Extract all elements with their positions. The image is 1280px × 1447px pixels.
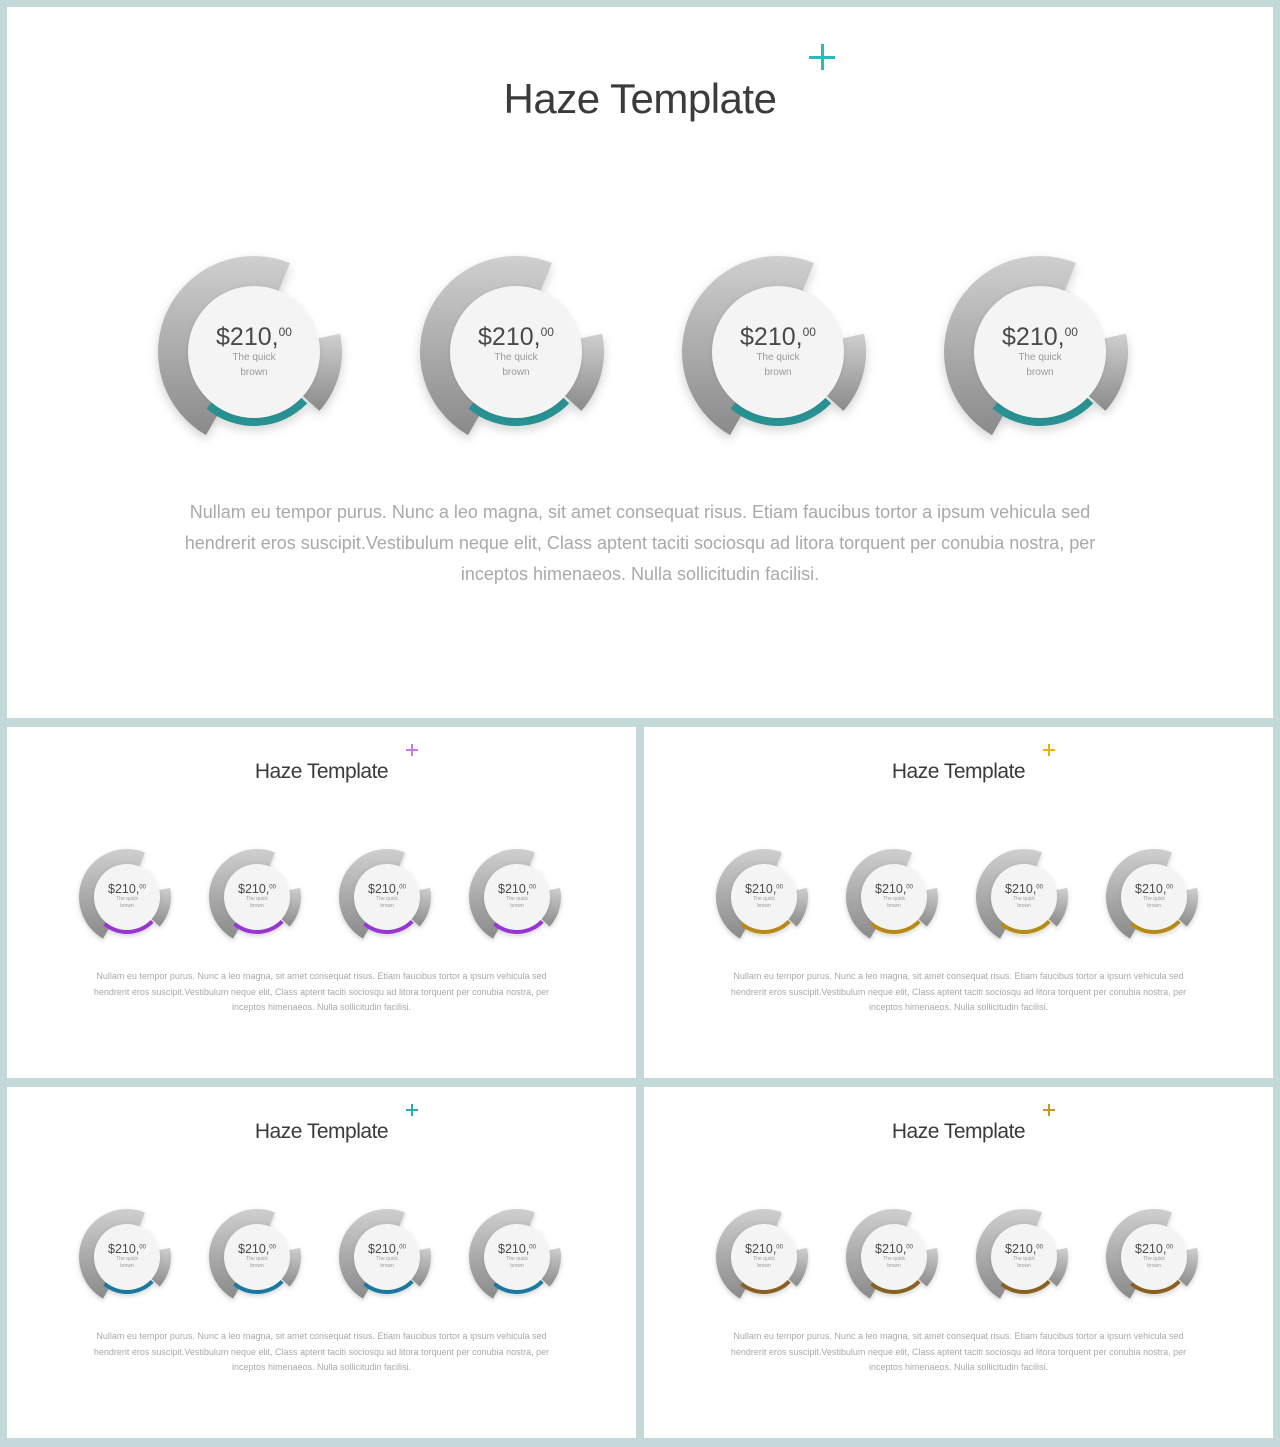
ring-caption-line2: brown: [757, 1263, 771, 1270]
ring-center: [224, 864, 290, 930]
ring-caption-line1: The quick: [1143, 895, 1165, 902]
price-cents: 00: [269, 1244, 276, 1251]
price-value: [1135, 1243, 1173, 1256]
price-main: $210,: [108, 1242, 140, 1257]
ring-caption-line1: The quick: [376, 1255, 398, 1262]
price-ring: [207, 847, 307, 947]
price-main: $210,: [1135, 1242, 1167, 1257]
price-value: [238, 883, 276, 896]
price-value: [498, 1243, 536, 1256]
slide-body-text: Nullam eu tempor purus. Nunc a leo magna, sit amet consequat risus. Etiam faucibus tortor a ipsum vehicula sed hendrerit eros suscipit.Vestibulum neque elit, Class aptent taciti sociosqu ad litora torquent per conubia nostra, per inceptos himenaeos. Nulla sollicitudin facilisi.: [184, 502, 1096, 584]
ring-caption-line2: brown: [764, 366, 792, 378]
slide-body-text: Nullam eu tempor purus. Nunc a leo magna, sit amet consequat risus. Etiam faucibus tortor a ipsum vehicula sed hendrerit eros suscipit.Vestibulum neque elit, Class aptent taciti sociosqu ad litora torquent per conubia nostra, per inceptos himenaeos. Nulla sollicitudin facilisi.: [93, 971, 550, 1012]
ring-center: [94, 1224, 160, 1290]
price-main: $210,: [1005, 1242, 1037, 1257]
ring-caption-line1: The quick: [1143, 1255, 1165, 1262]
price-cents: 00: [139, 884, 146, 891]
ring-caption-line2: brown: [510, 1263, 524, 1270]
price-value: [1005, 1243, 1043, 1256]
ring-caption-line2: brown: [240, 366, 268, 378]
price-main: $210,: [478, 322, 541, 351]
price-cents: 00: [540, 324, 554, 339]
price-value: [1002, 322, 1078, 351]
price-ring: [844, 1207, 944, 1307]
price-cents: 00: [906, 884, 913, 891]
price-main: $210,: [745, 882, 777, 897]
price-value: [108, 1243, 146, 1256]
price-cents: 00: [1064, 324, 1078, 339]
ring-center: [731, 1224, 797, 1290]
ring-caption-line1: The quick: [756, 351, 800, 363]
price-cents: 00: [1036, 884, 1043, 891]
ring-caption-line1: The quick: [883, 895, 905, 902]
price-value: [745, 883, 783, 896]
price-value: [1135, 883, 1173, 896]
price-ring: [714, 1207, 814, 1307]
ring-center: [450, 286, 582, 418]
price-value: [875, 883, 913, 896]
price-ring: [77, 847, 177, 947]
price-cents: 00: [278, 324, 292, 339]
ring-center: [1121, 1224, 1187, 1290]
ring-caption-line2: brown: [120, 1263, 134, 1270]
price-value: [108, 883, 146, 896]
price-main: $210,: [498, 1242, 530, 1257]
price-ring: [337, 1207, 437, 1307]
slide-thumbnail-purple[interactable]: [7, 727, 636, 1078]
price-ring: [337, 847, 437, 947]
ring-caption-line2: brown: [1147, 903, 1161, 910]
price-ring: [154, 252, 354, 452]
ring-caption-line2: brown: [1026, 366, 1054, 378]
price-value: [875, 1243, 913, 1256]
price-main: $210,: [745, 1242, 777, 1257]
ring-caption-line2: brown: [1017, 903, 1031, 910]
price-main: $210,: [238, 882, 270, 897]
ring-caption-line1: The quick: [1018, 351, 1062, 363]
ring-caption-line2: brown: [380, 1263, 394, 1270]
slide-thumbnail-gold[interactable]: [644, 727, 1273, 1078]
price-ring: [77, 1207, 177, 1307]
price-main: $210,: [1002, 322, 1065, 351]
price-value: [745, 1243, 783, 1256]
price-ring: [1104, 1207, 1204, 1307]
price-main: $210,: [368, 1242, 400, 1257]
price-value: [368, 883, 406, 896]
ring-center: [1121, 864, 1187, 930]
price-cents: 00: [1166, 1244, 1173, 1251]
ring-caption-line2: brown: [250, 903, 264, 910]
ring-center: [861, 864, 927, 930]
ring-center: [484, 1224, 550, 1290]
ring-caption-line1: The quick: [753, 895, 775, 902]
ring-caption-line1: The quick: [116, 895, 138, 902]
slide-body-text: Nullam eu tempor purus. Nunc a leo magna, sit amet consequat risus. Etiam faucibus tortor a ipsum vehicula sed hendrerit eros suscipit.Vestibulum neque elit, Class aptent taciti sociosqu ad litora torquent per conubia nostra, per inceptos himenaeos. Nulla sollicitudin facilisi.: [730, 971, 1187, 1012]
price-ring: [467, 847, 567, 947]
ring-caption-line1: The quick: [246, 895, 268, 902]
ring-center: [991, 1224, 1057, 1290]
ring-center: [188, 286, 320, 418]
ring-caption-line2: brown: [887, 1263, 901, 1270]
price-cents: 00: [906, 1244, 913, 1251]
price-main: $210,: [216, 322, 279, 351]
price-ring: [844, 847, 944, 947]
slide-thumbnail-blue[interactable]: [7, 1087, 636, 1438]
price-ring: [467, 1207, 567, 1307]
price-cents: 00: [776, 884, 783, 891]
price-value: [216, 322, 292, 351]
ring-caption-line1: The quick: [883, 1255, 905, 1262]
slide-thumbnail-brown[interactable]: [644, 1087, 1273, 1438]
slide-body-text: Nullam eu tempor purus. Nunc a leo magna, sit amet consequat risus. Etiam faucibus tortor a ipsum vehicula sed hendrerit eros suscipit.Vestibulum neque elit, Class aptent taciti sociosqu ad litora torquent per conubia nostra, per inceptos himenaeos. Nulla sollicitudin facilisi.: [93, 1331, 550, 1372]
ring-caption-line2: brown: [1017, 1263, 1031, 1270]
price-ring: [678, 252, 878, 452]
price-cents: 00: [529, 884, 536, 891]
ring-caption-line1: The quick: [506, 1255, 528, 1262]
price-main: $210,: [108, 882, 140, 897]
price-ring: [940, 252, 1140, 452]
price-main: $210,: [368, 882, 400, 897]
ring-caption-line2: brown: [120, 903, 134, 910]
price-value: [1005, 883, 1043, 896]
price-main: $210,: [498, 882, 530, 897]
slide-title: Haze Template: [891, 1120, 1026, 1143]
price-ring: [974, 847, 1074, 947]
ring-caption-line1: The quick: [506, 895, 528, 902]
ring-center: [224, 1224, 290, 1290]
price-main: $210,: [1135, 882, 1167, 897]
ring-caption-line2: brown: [510, 903, 524, 910]
price-main: $210,: [875, 1242, 907, 1257]
price-value: [498, 883, 536, 896]
ring-caption-line1: The quick: [232, 351, 276, 363]
ring-caption-line1: The quick: [1013, 895, 1035, 902]
price-cents: 00: [139, 1244, 146, 1251]
price-value: [368, 1243, 406, 1256]
slide-body-text: Nullam eu tempor purus. Nunc a leo magna, sit amet consequat risus. Etiam faucibus tortor a ipsum vehicula sed hendrerit eros suscipit.Vestibulum neque elit, Class aptent taciti sociosqu ad litora torquent per conubia nostra, per inceptos himenaeos. Nulla sollicitudin facilisi.: [730, 1331, 1187, 1372]
price-main: $210,: [1005, 882, 1037, 897]
price-ring: [416, 252, 616, 452]
ring-center: [712, 286, 844, 418]
ring-caption-line2: brown: [250, 1263, 264, 1270]
ring-caption-line2: brown: [757, 903, 771, 910]
ring-center: [861, 1224, 927, 1290]
price-value: [238, 1243, 276, 1256]
price-value: [478, 322, 554, 351]
ring-center: [354, 1224, 420, 1290]
ring-caption-line1: The quick: [246, 1255, 268, 1262]
price-cents: 00: [399, 1244, 406, 1251]
price-main: $210,: [875, 882, 907, 897]
price-cents: 00: [529, 1244, 536, 1251]
ring-center: [991, 864, 1057, 930]
slide-title: Haze Template: [891, 760, 1026, 783]
price-main: $210,: [740, 322, 803, 351]
price-ring: [207, 1207, 307, 1307]
price-value: [740, 322, 816, 351]
price-cents: 00: [399, 884, 406, 891]
price-ring: [1104, 847, 1204, 947]
price-cents: 00: [1166, 884, 1173, 891]
ring-center: [974, 286, 1106, 418]
slide-main[interactable]: [7, 7, 1273, 718]
ring-caption-line1: The quick: [753, 1255, 775, 1262]
ring-caption-line1: The quick: [116, 1255, 138, 1262]
ring-center: [354, 864, 420, 930]
price-cents: 00: [776, 1244, 783, 1251]
price-ring: [974, 1207, 1074, 1307]
ring-caption-line1: The quick: [1013, 1255, 1035, 1262]
price-ring: [714, 847, 814, 947]
ring-caption-line2: brown: [380, 903, 394, 910]
ring-center: [731, 864, 797, 930]
price-cents: 00: [269, 884, 276, 891]
ring-caption-line1: The quick: [376, 895, 398, 902]
ring-caption-line2: brown: [1147, 1263, 1161, 1270]
price-main: $210,: [238, 1242, 270, 1257]
price-cents: 00: [1036, 1244, 1043, 1251]
slide-title: Haze Template: [503, 75, 777, 122]
slide-title: Haze Template: [254, 1120, 389, 1143]
ring-caption-line2: brown: [887, 903, 901, 910]
ring-caption-line2: brown: [502, 366, 530, 378]
price-cents: 00: [802, 324, 816, 339]
ring-caption-line1: The quick: [494, 351, 538, 363]
ring-center: [484, 864, 550, 930]
slide-title: Haze Template: [254, 760, 389, 783]
ring-center: [94, 864, 160, 930]
